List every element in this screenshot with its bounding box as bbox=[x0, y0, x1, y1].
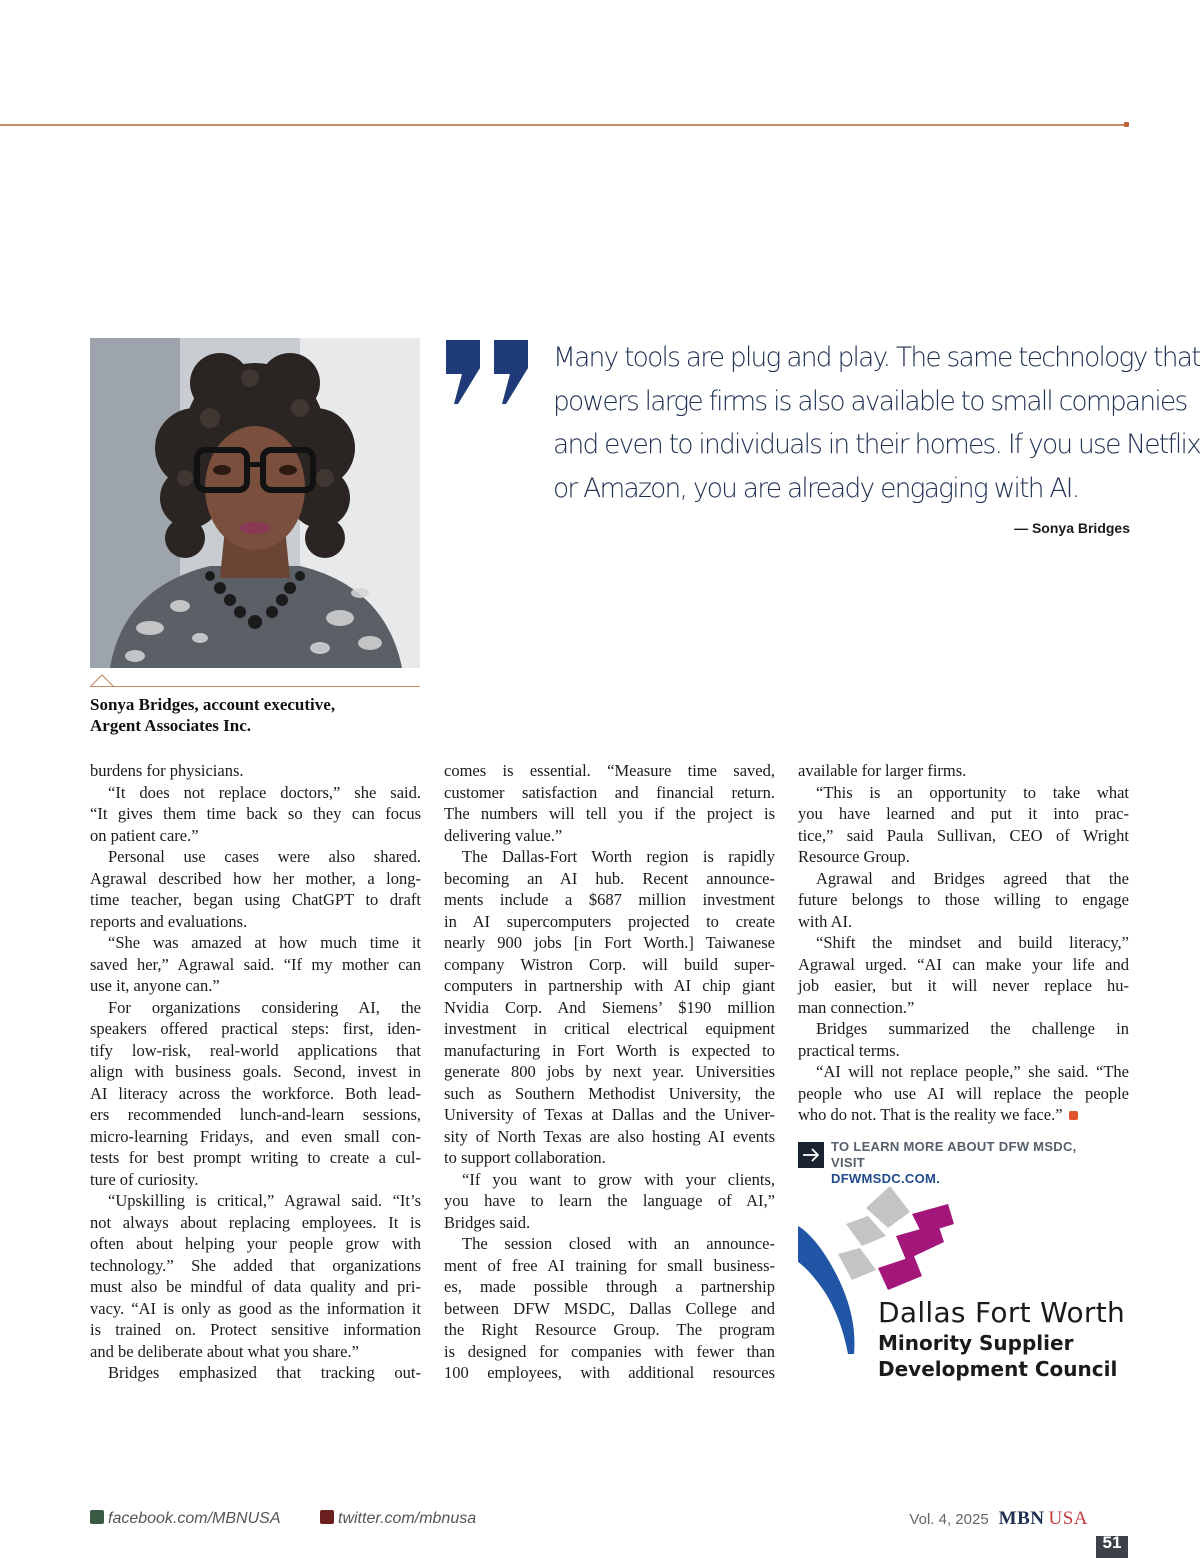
portrait-photo bbox=[90, 338, 420, 668]
text-line: technology.” She added that organizations bbox=[90, 1255, 421, 1275]
dfwmsdc-link[interactable]: DFWMSDC.COM. bbox=[831, 1171, 941, 1186]
text-line: tify low-risk, real-world applications that bbox=[90, 1040, 421, 1060]
text-line: customer satisfaction and financial return. bbox=[444, 782, 775, 802]
text-line: Agrawal urged. “AI can make your life and bbox=[798, 954, 1129, 974]
text-line-content: who do not. That is the reality we face.” bbox=[798, 1105, 1063, 1124]
text-line: “This is an opportunity to take what bbox=[816, 782, 1129, 802]
text-line: ments include a $687 million investment bbox=[444, 890, 775, 909]
pull-quote-line: Many tools are plug and play. The same technology that bbox=[553, 342, 1200, 373]
facebook-icon bbox=[90, 1510, 104, 1524]
text-line: The Dallas-Fort Worth region is rapidly bbox=[462, 847, 775, 866]
text-line: AI literacy across the workforce. Both lead- bbox=[90, 1083, 421, 1103]
text-line: future belongs to those willing to engage bbox=[798, 890, 1129, 909]
twitter-link[interactable] bbox=[320, 1510, 476, 1530]
text-line: often about helping your people grow with bbox=[90, 1234, 421, 1253]
pull-quote-line: and even to individuals in their homes. If you use Netflix bbox=[553, 429, 1200, 460]
text-line: Bridges emphasized that tracking out- bbox=[108, 1363, 421, 1382]
text-line: the Right Resource Group. The program bbox=[444, 1320, 775, 1339]
learn-more-callout bbox=[798, 1138, 1138, 1186]
text-line: Personal use cases were also shared. bbox=[108, 847, 421, 866]
logo-line-3: Development Council bbox=[878, 1357, 1118, 1381]
arrow-right-icon bbox=[798, 1142, 824, 1168]
article-column-3 bbox=[798, 760, 1129, 1126]
text-line: not always about replacing employees. It is bbox=[90, 1212, 421, 1232]
text-line: man connection.” bbox=[798, 997, 915, 1017]
text-line: nearly 900 jobs [in Fort Worth.] Taiwanese bbox=[444, 933, 775, 952]
text-line: generate 800 jobs by next year. Universities bbox=[444, 1062, 775, 1081]
dfw-msdc-logo-text bbox=[878, 1296, 1138, 1382]
text-line: you have to learn the language of AI,” bbox=[444, 1191, 775, 1210]
text-line: in AI supercomputers projected to create bbox=[444, 911, 775, 931]
text-line: “AI will not replace people,” she said. “The bbox=[816, 1062, 1129, 1081]
text-line: sity of North Texas are also hosting AI events bbox=[444, 1126, 775, 1146]
text-line: is trained on. Protect sensitive information bbox=[90, 1320, 421, 1339]
learn-more-line1: TO LEARN MORE ABOUT DFW MSDC, bbox=[831, 1139, 1077, 1154]
text-line: saved her,” Agrawal said. “If my mother can bbox=[90, 954, 421, 974]
text-line: such as Southern Methodist University, the bbox=[444, 1083, 775, 1103]
text-line: Bridges said. bbox=[444, 1212, 531, 1232]
text-line: ers recommended lunch-and-learn sessions, bbox=[90, 1105, 421, 1124]
text-line: Agrawal described how her mother, a long- bbox=[90, 868, 421, 888]
text-line: with AI. bbox=[798, 911, 853, 931]
text-line: reports and evaluations. bbox=[90, 911, 248, 931]
logo-line-2: Minority Supplier bbox=[878, 1331, 1074, 1355]
text-line: “Upskilling is critical,” Agrawal said. “It’s bbox=[108, 1191, 421, 1210]
article-column-2 bbox=[444, 760, 775, 1384]
logo-line-1: Dallas Fort Worth bbox=[878, 1296, 1126, 1329]
volume-label: Vol. 4, 2025 bbox=[909, 1511, 989, 1528]
text-line bbox=[798, 1104, 1129, 1126]
text-line: job easier, but it will never replace hu- bbox=[798, 976, 1129, 995]
caption-line: Sonya Bridges, account executive, bbox=[90, 695, 336, 714]
text-line: University of Texas at Dallas and the Univer- bbox=[444, 1105, 775, 1124]
footer-publication bbox=[909, 1508, 1088, 1532]
text-line: tests for best prompt writing to create a cul- bbox=[90, 1148, 421, 1167]
text-line: “It gives them time back so they can focus bbox=[90, 804, 421, 823]
brand-usa: USA bbox=[1048, 1508, 1088, 1529]
text-line: comes is essential. “Measure time saved, bbox=[444, 761, 775, 780]
text-line: “If you want to grow with your clients, bbox=[462, 1169, 775, 1189]
text-line: investment in critical electrical equipment bbox=[444, 1019, 775, 1038]
text-line: practical terms. bbox=[798, 1040, 900, 1060]
text-line: manufacturing in Fort Worth is expected to bbox=[444, 1040, 775, 1060]
text-line: “Shift the mindset and build literacy,” bbox=[816, 933, 1129, 952]
text-line: Agrawal and Bridges agreed that the bbox=[816, 868, 1129, 888]
top-rule-dot bbox=[1124, 122, 1129, 127]
text-line: The numbers will tell you if the project is bbox=[444, 804, 775, 823]
text-line: Resource Group. bbox=[798, 847, 910, 866]
text-line: use it, anyone can.” bbox=[90, 976, 220, 995]
twitter-icon bbox=[320, 1510, 334, 1524]
learn-more-visit: VISIT bbox=[831, 1155, 866, 1170]
end-mark-icon bbox=[1069, 1111, 1078, 1120]
text-line: The session closed with an announce- bbox=[462, 1234, 775, 1253]
text-line: becoming an AI hub. Recent announce- bbox=[444, 868, 775, 888]
page-number: 51 bbox=[1102, 1533, 1122, 1552]
quote-attribution: — Sonya Bridges bbox=[1014, 520, 1130, 536]
text-line: “She was amazed at how much time it bbox=[108, 933, 421, 952]
text-line: company Wistron Corp. will build super- bbox=[444, 954, 775, 974]
text-line: and be deliberate about what you share.” bbox=[90, 1341, 359, 1361]
text-line: 100 employees, with additional resources bbox=[444, 1363, 775, 1382]
text-line: computers in partnership with AI chip giant bbox=[444, 976, 775, 995]
pull-quote bbox=[553, 336, 1200, 510]
text-line: “It does not replace doctors,” she said. bbox=[108, 782, 421, 802]
top-rule bbox=[0, 124, 1126, 126]
text-line: is designed for companies with fewer than bbox=[444, 1341, 775, 1361]
text-line: must also be mindful of data quality and pri- bbox=[90, 1277, 421, 1296]
text-line: you have learned and put it into prac- bbox=[798, 804, 1129, 823]
pull-quote-line: or Amazon, you are already engaging with AI. bbox=[553, 472, 1079, 504]
text-line: available for larger firms. bbox=[798, 761, 967, 780]
text-line: ment of free AI training for small business- bbox=[444, 1255, 775, 1275]
text-line: es, made possible through a partnership bbox=[444, 1277, 775, 1296]
article-column-1 bbox=[90, 760, 421, 1384]
text-line: time teacher, began using ChatGPT to draft bbox=[90, 890, 421, 909]
brand-mbn: MBN bbox=[998, 1508, 1045, 1529]
facebook-url: facebook.com/MBNUSA bbox=[108, 1510, 281, 1527]
text-line: to support collaboration. bbox=[444, 1148, 606, 1167]
quote-mark-icon bbox=[444, 338, 534, 408]
text-line: delivering value.” bbox=[444, 825, 563, 845]
text-line: micro-learning Fridays, and even small con- bbox=[90, 1126, 421, 1146]
text-line: tice,” said Paula Sullivan, CEO of Wright bbox=[798, 825, 1129, 845]
learn-more-line2 bbox=[831, 1155, 1141, 1187]
text-line: ture of curiosity. bbox=[90, 1169, 199, 1189]
text-line: speakers offered practical steps: first, iden- bbox=[90, 1019, 421, 1038]
text-line: Bridges summarized the challenge in bbox=[816, 1019, 1129, 1038]
text-line: vacy. “AI is only as good as the information it bbox=[90, 1298, 421, 1318]
text-line: people who use AI will replace the people bbox=[798, 1083, 1129, 1103]
twitter-url: twitter.com/mbnusa bbox=[338, 1510, 477, 1527]
text-line: on patient care.” bbox=[90, 825, 199, 845]
caption-rule bbox=[90, 686, 420, 687]
text-line: align with business goals. Second, invest in bbox=[90, 1062, 421, 1081]
text-line: between DFW MSDC, Dallas College and bbox=[444, 1298, 775, 1318]
photo-caption bbox=[90, 694, 430, 736]
text-line: Nvidia Corp. And Siemens’ $190 million bbox=[444, 997, 775, 1017]
text-line: burdens for physicians. bbox=[90, 761, 244, 780]
text-line: For organizations considering AI, the bbox=[108, 997, 421, 1017]
learn-more-text bbox=[831, 1139, 1141, 1187]
pull-quote-line: powers large firms is also available to small companies bbox=[553, 385, 1187, 417]
caption-line: Argent Associates Inc. bbox=[90, 716, 252, 735]
facebook-link[interactable] bbox=[90, 1510, 281, 1530]
